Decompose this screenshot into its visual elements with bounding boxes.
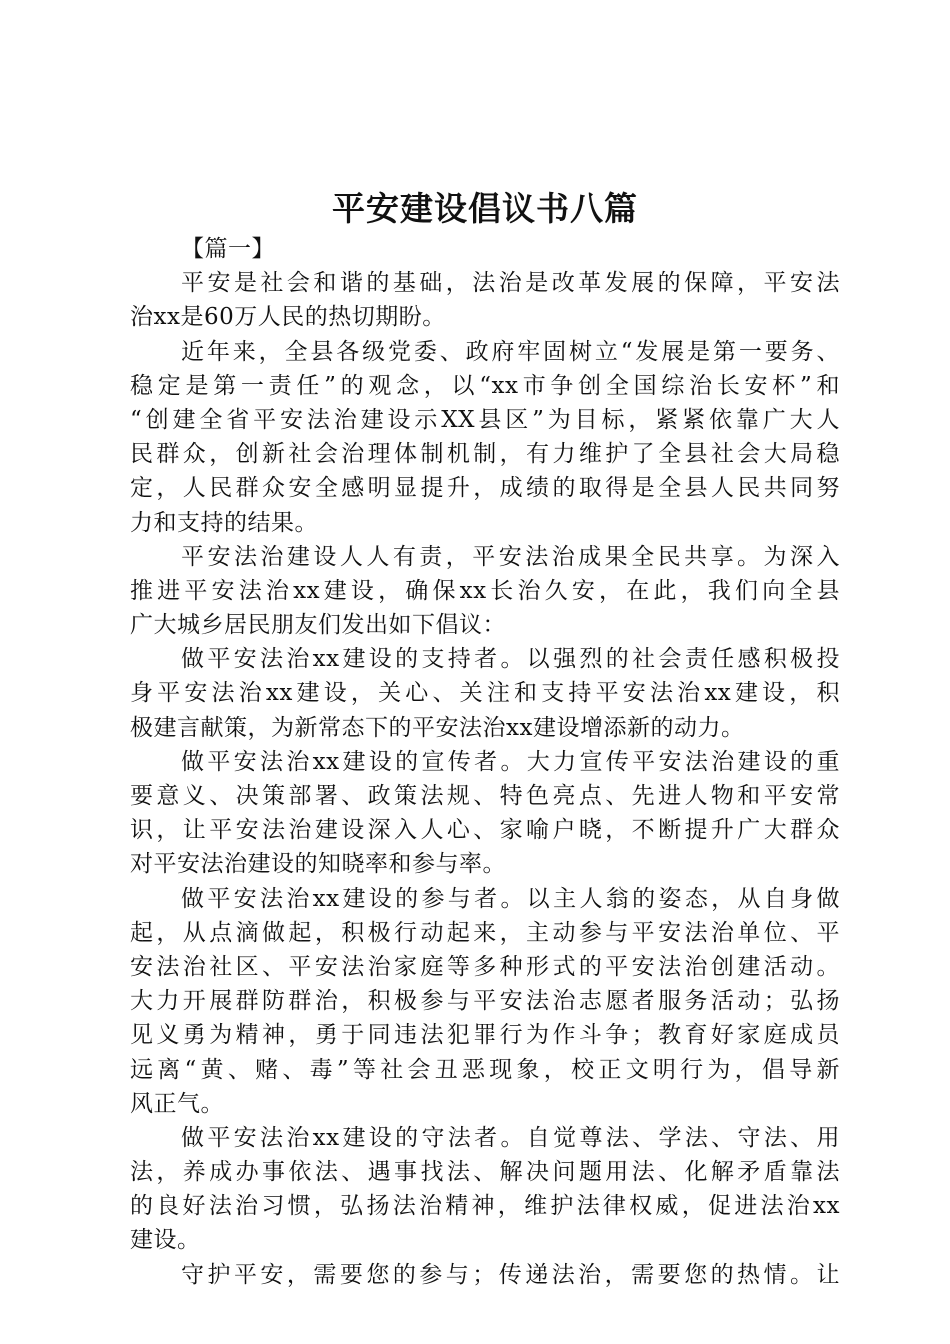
section-heading: 【篇一】: [181, 236, 275, 262]
text-line: 风正气。: [130, 1090, 224, 1117]
text-line: 的良好法治习惯，弘扬法治精神，维护法律权威，促进法治xx: [130, 1193, 840, 1220]
text-line: 识，让平安法治建设深入人心、家喻户晓，不断提升广大群众: [130, 817, 840, 844]
text-line: 做平安法治xx建设的守法者。自觉尊法、学法、守法、用: [181, 1124, 840, 1151]
text-line: 平安是社会和谐的基础，法治是改革发展的保障，平安法: [181, 270, 840, 297]
text-line: 近年来，全县各级党委、政府牢固树立“发展是第一要务、: [181, 338, 840, 365]
document-title: 平安建设倡议书八篇: [332, 189, 638, 228]
text-line: 做平安法治xx建设的支持者。以强烈的社会责任感积极投: [181, 646, 840, 673]
text-line: 推进平安法治xx建设，确保xx长治久安，在此，我们向全县: [130, 577, 840, 604]
document-page: [130, 0, 840, 1344]
text-line: 做平安法治xx建设的参与者。以主人翁的姿态，从自身做: [181, 885, 840, 912]
text-line: 起，从点滴做起，积极行动起来，主动参与平安法治单位、平: [130, 919, 840, 946]
text-line: 民群众，创新社会治理体制机制，有力维护了全县社会大局稳: [130, 441, 840, 468]
text-line: 做平安法治xx建设的宣传者。大力宣传平安法治建设的重: [181, 748, 840, 775]
text-line: 安法治社区、平安法治家庭等多种形式的平安法治创建活动。: [130, 953, 840, 980]
text-line: 定，人民群众安全感明显提升，成绩的取得是全县人民共同努: [130, 475, 840, 502]
text-line: 力和支持的结果。: [130, 509, 318, 536]
text-line: 广大城乡居民朋友们发出如下倡议：: [130, 612, 506, 639]
text-line: 远离“黄、赌、毒”等社会丑恶现象，校正文明行为，倡导新: [130, 1056, 840, 1083]
text-line: 要意义、决策部署、政策法规、特色亮点、先进人物和平安常: [130, 783, 840, 809]
text-line: “创建全省平安法治建设示XX县区”为目标，紧紧依靠广大人: [130, 406, 840, 433]
text-line: 稳定是第一责任”的观念，以“xx市争创全国综治长安杯”和: [130, 372, 840, 399]
text-line: 对平安法治建设的知晓率和参与率。: [130, 851, 506, 878]
document-body: [130, 232, 840, 1292]
text-line: 平安法治建设人人有责，平安法治成果全民共享。为深入: [181, 543, 840, 570]
text-line: 法，养成办事依法、遇事找法、解决问题用法、化解矛盾靠法: [130, 1159, 840, 1186]
text-line: 建设。: [130, 1227, 201, 1254]
text-line: 身平安法治xx建设，关心、关注和支持平安法治xx建设，积: [130, 680, 840, 707]
text-line: 大力开展群防群治，积极参与平安法治志愿者服务活动；弘扬: [130, 988, 840, 1015]
text-line: 治xx是60万人民的热切期盼。: [130, 304, 446, 331]
text-line: 见义勇为精神，勇于同违法犯罪行为作斗争；教育好家庭成员: [130, 1022, 840, 1049]
text-line: 守护平安，需要您的参与；传递法治，需要您的热情。让: [181, 1261, 840, 1288]
text-line: 极建言献策，为新常态下的平安法治xx建设增添新的动力。: [130, 714, 745, 741]
